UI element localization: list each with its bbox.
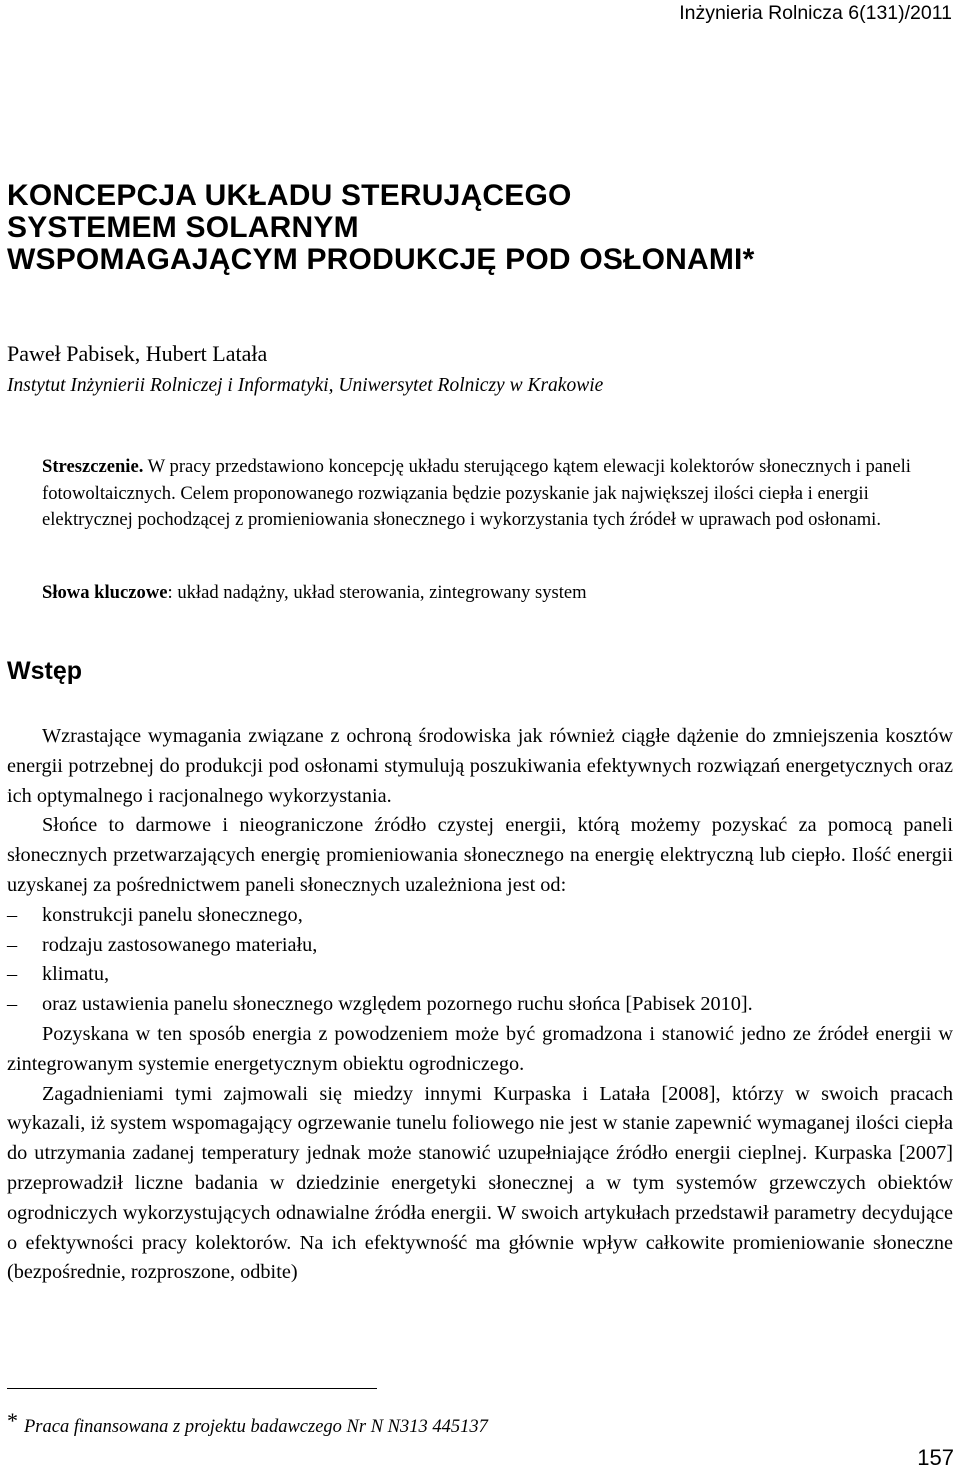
footnote [7, 1408, 488, 1438]
title-line: KONCEPCJA UKŁADU STERUJĄCEGO [7, 179, 572, 212]
list-item: – konstrukcji panelu słonecznego, [7, 901, 953, 931]
list-item: – klimatu, [7, 960, 953, 990]
journal-header: Inżynieria Rolnicza 6(131)/2011 [679, 2, 952, 24]
title-line: WSPOMAGAJĄCYM PRODUKCJĘ POD OSŁONAMI* [7, 243, 755, 276]
title-line: SYSTEMEM SOLARNYM [7, 211, 359, 244]
abstract [42, 454, 950, 534]
abstract-text: W pracy przedstawiono koncepcję układu sterującego kątem elewacji kolektorów słonecznych i paneli fotowoltaicznych. Celem proponowanego rozwiązania będzie pozyskanie jak największej ilości ciepła i energii elektrycznej pochodzącej z promieniowania słonecznego i wykorzystania tych źródeł w uprawach pod osłonami. [42, 456, 911, 530]
section-heading: Wstęp [7, 657, 82, 685]
keywords-text: : układ nadążny, układ sterowania, zintegrowany system [167, 582, 587, 603]
paragraph: Wzrastające wymagania związane z ochroną środowiska jak również ciągłe dążenie do zmniejszenia kosztów energii potrzebnej do produkcji pod osłonami stymulują poszukiwania efektywnych rozwiązań energetycznych oraz ich optymalnego i racjonalnego wykorzystania. [7, 725, 953, 807]
paragraph: Słońce to darmowe i nieograniczone źródło czystej energii, którą możemy pozyskać za pomocą paneli słonecznych przetwarzających energię promieniowania słonecznego na energię elektryczną lub ciepło. Ilość energii uzyskanej za pośrednictwem paneli słonecznych uzależniona jest od: [7, 814, 953, 896]
footnote-marker: * [7, 1408, 18, 1433]
factor-list [7, 901, 953, 1020]
paragraph: Pozyskana w ten sposób energia z powodzeniem może być gromadzona i stanowić jedno ze źródeł energii w zintegrowanym systemie energetycznym obiektu ogrodniczego. [7, 1022, 953, 1075]
list-item: – oraz ustawienia panelu słonecznego względem pozornego ruchu słońca [Pabisek 2010]. [7, 990, 953, 1020]
body-text [7, 722, 953, 1288]
list-item: – rodzaju zastosowanego materiału, [7, 931, 953, 961]
abstract-label: Streszczenie. [42, 456, 144, 477]
keywords-label: Słowa kluczowe [42, 582, 168, 603]
authors: Paweł Pabisek, Hubert Latała [7, 341, 268, 366]
page-number: 157 [917, 1445, 954, 1470]
affiliation: Instytut Inżynierii Rolniczej i Informatyki, Uniwersytet Rolniczy w Krakowie [7, 375, 604, 396]
footnote-rule [7, 1388, 377, 1389]
paragraph: Zagadnieniami tymi zajmowali się miedzy innymi Kurpaska i Latała [2008], którzy w swoich pracach wykazali, iż system wspomagający ogrzewanie tunelu foliowego nie jest w stanie zapewnić wymaganej ilości ciepła do utrzymania zadanej temperatury jednak może stanowić uzupełniające źródło energii cieplnej. Kurpaska [2007] przeprowadził liczne badania w dziedzinie energetyki słonecznej a w tym systemów grzewczych obiektów ogrodniczych wykorzystujących odnawialne źródła energii. W swoich artykułach przedstawił parametry decydujące o efektywności pracy kolektorów. Na ich efektywność ma głównie wpływ całkowite promieniowanie słoneczne (bezpośrednie, rozproszone, odbite) [7, 1082, 953, 1284]
footnote-text: Praca finansowana z projektu badawczego Nr N N313 445137 [24, 1417, 488, 1437]
paper-title [7, 180, 754, 276]
keywords [42, 580, 587, 606]
